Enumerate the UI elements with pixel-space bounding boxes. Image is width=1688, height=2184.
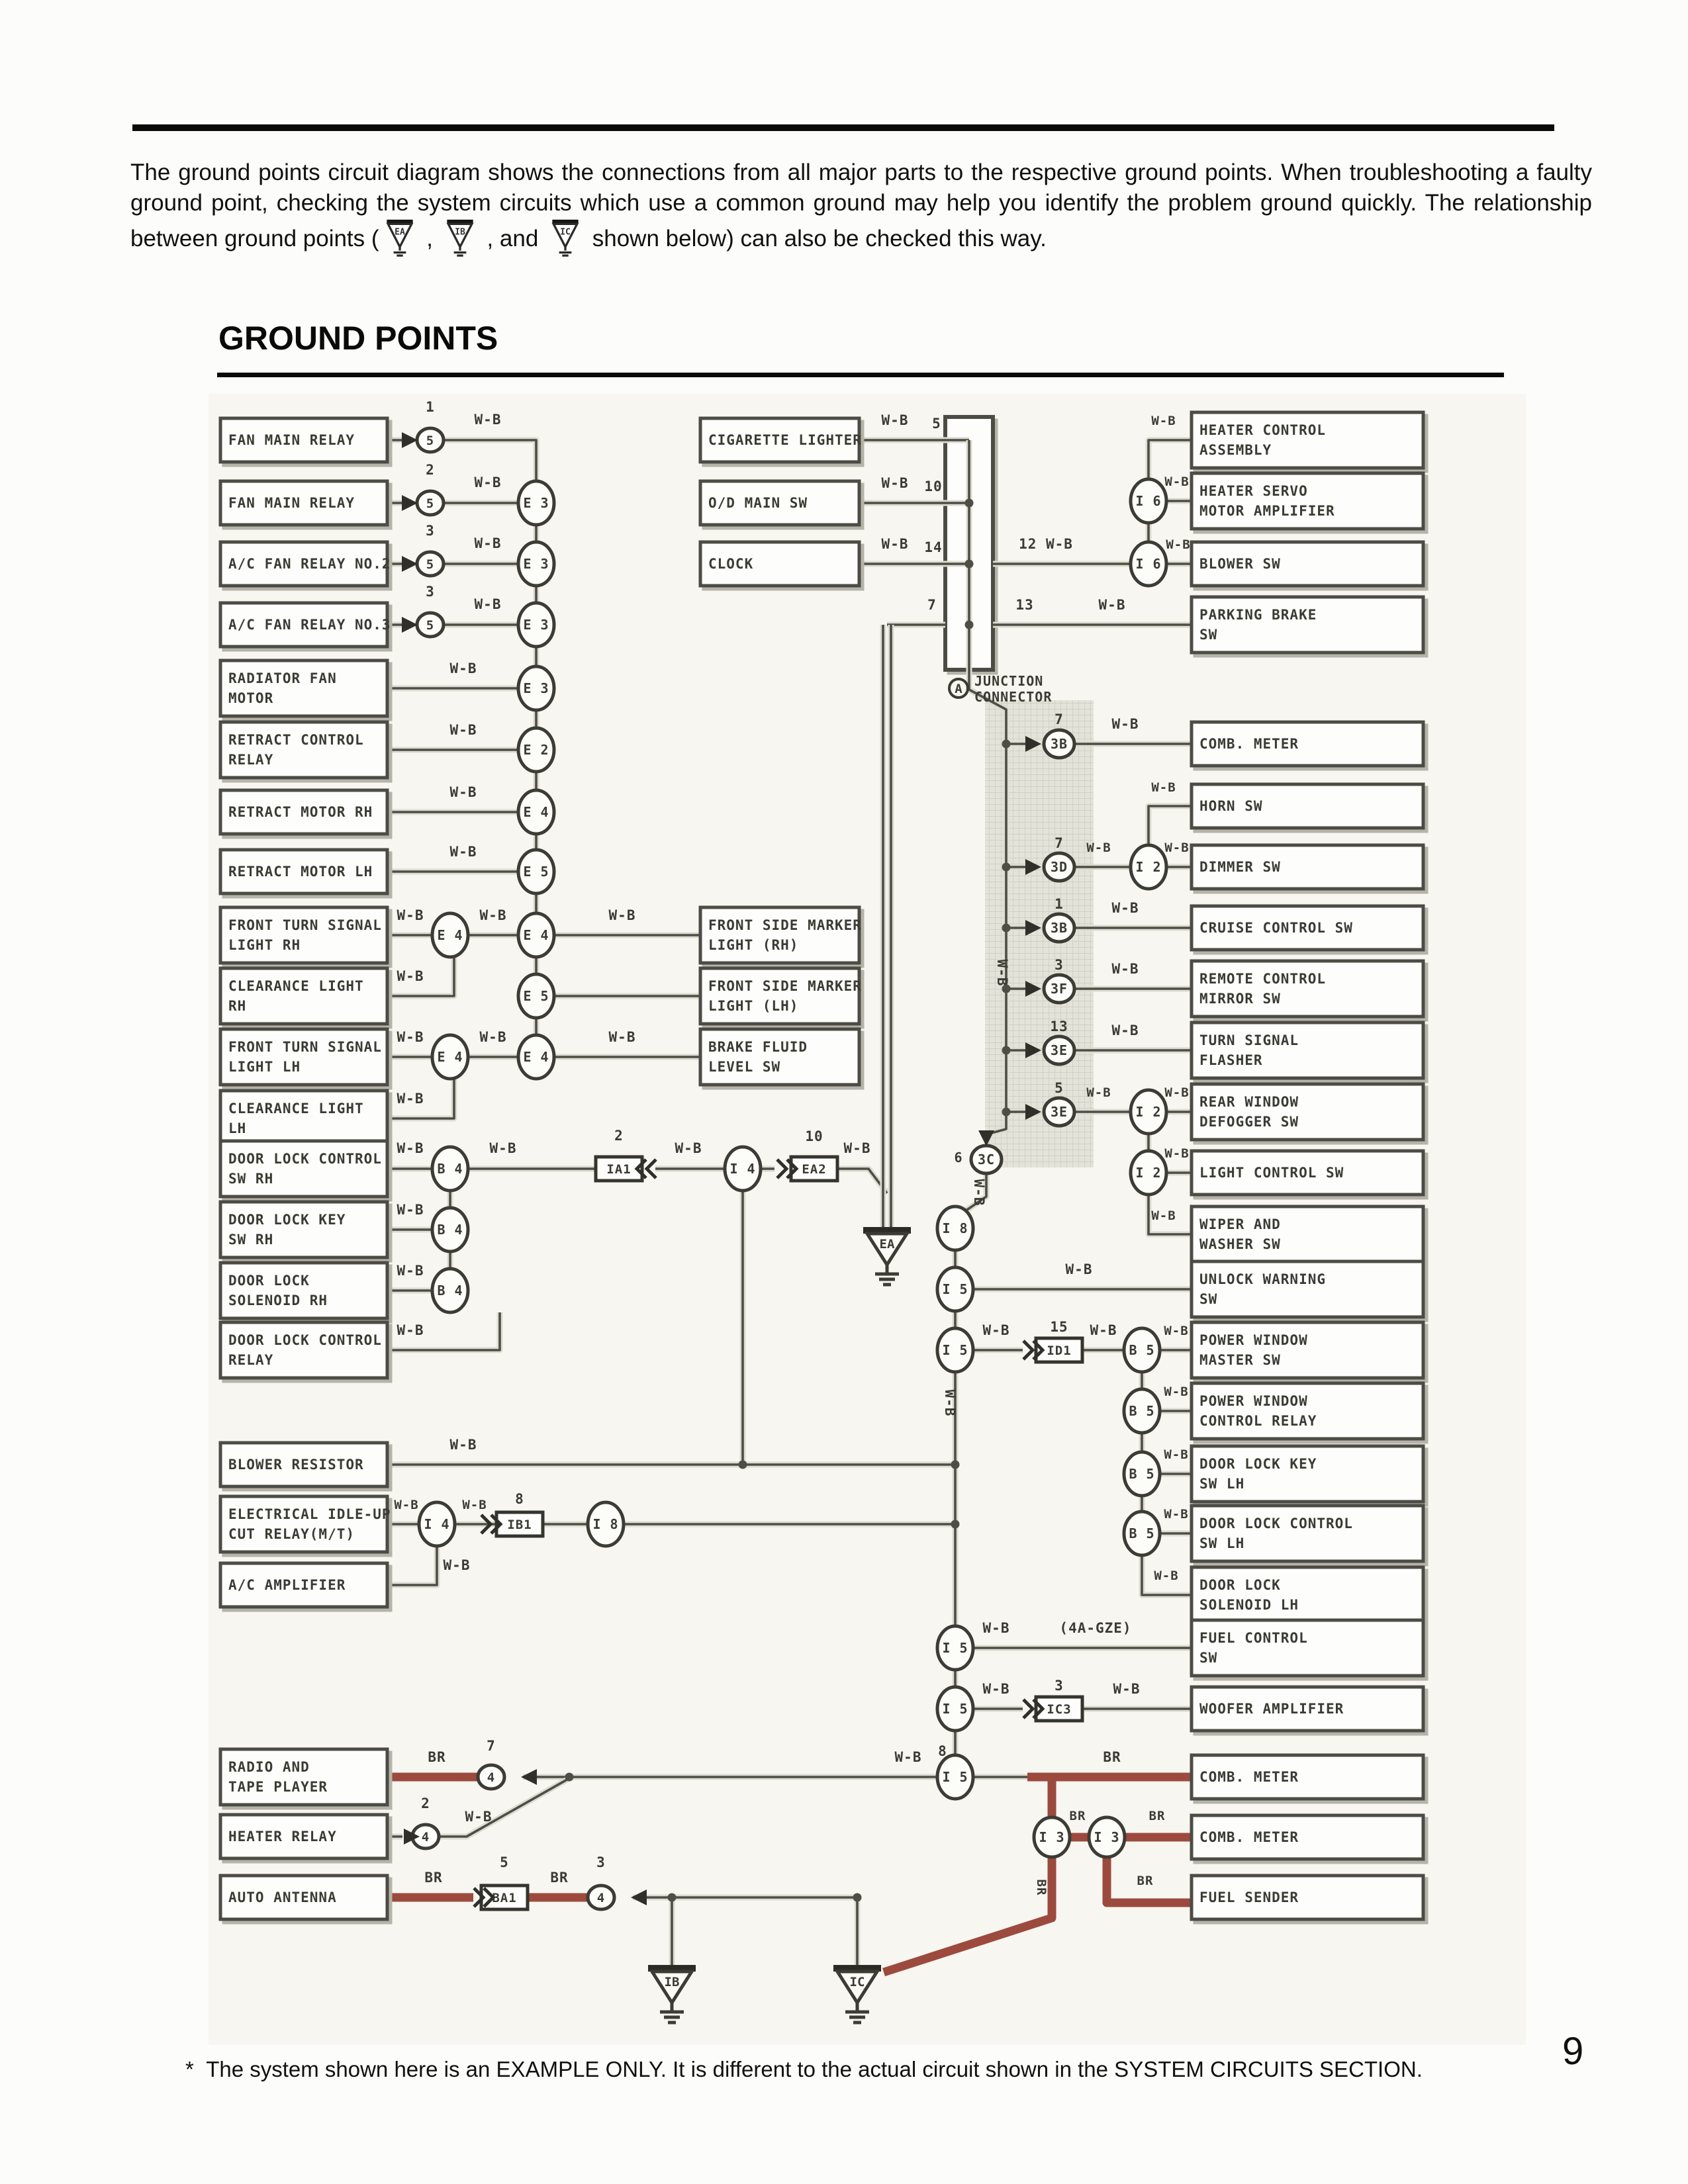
component-box-label: AUTO ANTENNA — [228, 1889, 337, 1905]
component-box-label: RETRACT MOTOR LH — [228, 864, 373, 880]
wire-label: W-B — [397, 968, 424, 984]
component-box-label: COMB. METER — [1199, 736, 1299, 752]
wire-label: BR — [1137, 1874, 1154, 1888]
wire-label: W-B — [397, 1322, 424, 1338]
component-box — [220, 1029, 387, 1085]
component-box-label: WOOFER AMPLIFIER — [1199, 1701, 1344, 1717]
wire-label: 7 — [927, 597, 937, 613]
connector-circle-label: 3F — [1050, 981, 1068, 997]
junction-dot — [1002, 1046, 1011, 1055]
connector-circle-label: E 5 — [523, 864, 549, 880]
component-box-label: HEATER CONTROL ASSEMBLY — [1199, 422, 1327, 458]
wire-label: 7 — [487, 1738, 496, 1754]
connector-circle-label: E 3 — [523, 680, 549, 696]
connector-circle-label: I 2 — [1135, 1104, 1162, 1120]
wire-label: 6 — [954, 1150, 963, 1165]
wire-label: W-B — [994, 959, 1010, 987]
component-box-label: DOOR LOCK KEY SW RH — [228, 1212, 346, 1248]
intro-sep-2: , and — [480, 226, 545, 251]
wire-label: W-B — [1151, 780, 1176, 795]
component-box-label: POWER WINDOW CONTROL RELAY — [1199, 1393, 1317, 1429]
connector-circle-label: 5 — [426, 496, 435, 511]
wire-label: W-B — [982, 1322, 1010, 1338]
connector-circle-label: I 6 — [1135, 556, 1162, 572]
junction-dot — [1002, 740, 1011, 749]
wire-label: W-B — [1111, 716, 1139, 732]
connector-circle-label: I 5 — [942, 1342, 968, 1358]
component-box — [1192, 1567, 1423, 1623]
component-box-label: CIGARETTE LIGHTER — [708, 432, 862, 448]
wire-label: W-B — [971, 1179, 987, 1206]
junction-dot — [1002, 924, 1011, 933]
wire-label: W-B — [397, 1029, 424, 1045]
wire-label: W-B — [1154, 1569, 1179, 1583]
wire-label: 7 — [1055, 711, 1064, 727]
connector-circle-label: B 5 — [1129, 1466, 1155, 1482]
wire-label: W-B — [449, 722, 477, 738]
connector-circle-label: B 4 — [437, 1222, 463, 1238]
wire-label: 5 — [932, 416, 941, 432]
component-box — [1192, 597, 1423, 653]
wire-label: W-B — [449, 660, 477, 676]
component-box-label: BRAKE FLUID LEVEL SW — [708, 1039, 808, 1075]
component-box-label: ELECTRICAL IDLE-UP CUT RELAY(M/T) — [228, 1506, 391, 1542]
wire-label: W-B — [465, 1809, 492, 1825]
wire-label: 7 — [1055, 835, 1064, 851]
junction-dot — [1002, 1108, 1011, 1116]
wire-label: W-B — [1164, 475, 1190, 489]
wire-label: 3 — [426, 584, 435, 600]
wire-label: W-B — [479, 1029, 507, 1045]
component-box-label: DOOR LOCK KEY SW LH — [1199, 1456, 1317, 1492]
footnote-star: * — [185, 2057, 194, 2081]
connector-circle-label: B 4 — [437, 1283, 463, 1298]
component-box — [220, 907, 387, 963]
component-box — [220, 660, 387, 716]
wire-label: W-B — [1111, 961, 1139, 977]
ground-symbol-label: EA — [879, 1237, 895, 1251]
wire-label: 13 — [1050, 1019, 1068, 1034]
component-box — [1192, 473, 1423, 529]
wire-label: W-B — [479, 907, 507, 923]
component-box-label: CLOCK — [708, 556, 754, 572]
component-box-label: RETRACT CONTROL RELAY — [228, 732, 364, 768]
wire-label: BR — [424, 1870, 443, 1886]
junction-dot — [668, 1893, 677, 1902]
component-box — [1192, 1506, 1423, 1561]
wire-label: W-B — [1151, 414, 1176, 428]
junction-dot — [965, 621, 974, 629]
component-box — [1192, 1023, 1423, 1078]
wire-label: 10 — [805, 1128, 823, 1144]
component-box — [1192, 1084, 1423, 1140]
wire-label: W-B — [881, 412, 909, 428]
wire-label: 5 — [1055, 1080, 1064, 1096]
wire-label: BR — [1069, 1809, 1086, 1823]
wire-label: W-B — [449, 844, 477, 860]
wire-label: BR — [428, 1749, 446, 1765]
component-box-label: PARKING BRAKE SW — [1199, 607, 1317, 643]
connector-circle-label: E 5 — [523, 988, 549, 1004]
wire-label: W-B — [394, 1498, 419, 1512]
wire-label: BR — [1149, 1809, 1166, 1823]
component-box-label: RADIO AND TAPE PLAYER — [228, 1759, 328, 1795]
connector-circle-label: 3B — [1050, 736, 1068, 752]
wire-label: W-B — [894, 1749, 922, 1765]
connector-circle-label: E 3 — [523, 495, 549, 511]
component-box — [220, 1749, 387, 1805]
wire-label: 10 — [924, 478, 943, 494]
ground-label: EA — [394, 227, 405, 238]
ground-symbol-label: IB — [664, 1975, 680, 1989]
junction-dot — [1002, 863, 1011, 872]
connector-circle-label: I 4 — [729, 1161, 756, 1177]
component-box-label: BLOWER RESISTOR — [228, 1457, 364, 1473]
wire-label: W-B — [608, 1029, 636, 1045]
component-box-label: POWER WINDOW MASTER SW — [1199, 1332, 1308, 1368]
connector-circle-label: 3E — [1050, 1042, 1068, 1058]
component-box — [1192, 1383, 1423, 1439]
component-box-label: LIGHT CONTROL SW — [1199, 1165, 1344, 1181]
wire-label: W-B — [881, 475, 909, 491]
wire-label: W-B — [1164, 1146, 1190, 1161]
wire-label: 8 — [938, 1743, 947, 1759]
connector-circle-label: I 3 — [1039, 1829, 1065, 1845]
connector-circle-label: 3D — [1050, 859, 1068, 875]
ground-label: IB — [454, 227, 465, 238]
wire-label: W-B — [942, 1389, 958, 1417]
connector-circle-label: I 4 — [424, 1516, 450, 1532]
component-box-label: DIMMER SW — [1199, 859, 1281, 875]
wire-label: 2 — [421, 1796, 430, 1811]
connector-circle-label: 4 — [421, 1830, 430, 1844]
wire-label: W-B — [881, 536, 909, 552]
component-box-label: FAN MAIN RELAY — [228, 432, 355, 448]
component-box-label: TURN SIGNAL FLASHER — [1199, 1032, 1299, 1068]
junction-label-text: CONNECTOR — [974, 689, 1053, 705]
component-box-label: DOOR LOCK SOLENOID LH — [1199, 1577, 1299, 1613]
wire-label: W-B — [1086, 841, 1111, 855]
inline-connector-label: IA1 — [606, 1162, 632, 1177]
connector-circle-label: E 4 — [437, 1049, 463, 1065]
connector-circle-label: 5 — [426, 618, 435, 633]
wire-label: W-B — [1065, 1261, 1093, 1277]
connector-circle-label: E 4 — [437, 927, 463, 943]
component-box-label: DOOR LOCK CONTROL SW RH — [228, 1151, 382, 1187]
wire-label: W-B — [1164, 1324, 1189, 1338]
wire-label: 14 — [924, 539, 943, 555]
wire-label: W-B — [474, 412, 502, 428]
component-box-label: A/C FAN RELAY NO.3 — [228, 617, 391, 633]
component-box — [700, 1029, 859, 1085]
wire-label: 2 — [426, 462, 435, 478]
component-box-label: FUEL CONTROL SW — [1199, 1630, 1308, 1666]
connector-circle-label: B 5 — [1129, 1525, 1155, 1541]
connector-circle-label: B 4 — [437, 1161, 463, 1177]
shaded-band — [985, 700, 1094, 1167]
page-number: 9 — [1562, 2030, 1584, 2073]
wire-label: W-B — [397, 1202, 424, 1218]
component-box-label: FUEL SENDER — [1199, 1889, 1299, 1905]
connector-circle-label: E 3 — [523, 556, 549, 572]
connector-circle-label: 4 — [596, 1891, 606, 1905]
component-box-label: FRONT TURN SIGNAL LIGHT RH — [228, 917, 382, 953]
wire-label: W-B — [1090, 1322, 1117, 1338]
component-box-label: CLEARANCE LIGHT RH — [228, 978, 364, 1014]
wire-label: W-B — [1164, 1507, 1189, 1522]
connector-circle-label: I 6 — [1135, 493, 1162, 509]
component-box — [220, 1202, 387, 1257]
component-box-label: DOOR LOCK SOLENOID RH — [228, 1273, 328, 1308]
connector-circle-label: I 5 — [942, 1701, 968, 1717]
wire-label: 1 — [1055, 896, 1064, 912]
junction-label-letter: A — [955, 682, 962, 696]
connector-circle-label: I 5 — [942, 1640, 968, 1656]
wire-label: 13 — [1015, 597, 1034, 613]
connector-circle-label: B 5 — [1129, 1403, 1155, 1419]
junction-dot — [565, 1773, 574, 1782]
wire-label: 5 — [500, 1854, 509, 1870]
wire-label: W-B — [1111, 900, 1139, 916]
connector-circle-label: I 8 — [942, 1220, 968, 1236]
footnote-text: The system shown here is an EXAMPLE ONLY. It is different to the actual circuit shown in the SYSTEM CIRCUITS SECTION. — [206, 2057, 1423, 2081]
wire-label: 12 W-B — [1019, 536, 1073, 552]
wire-label: 3 — [426, 523, 435, 539]
wire-label: W-B — [982, 1620, 1010, 1636]
wire-label: W-B — [1086, 1085, 1111, 1100]
intro-text-2: shown below) can also be checked this way. — [586, 226, 1047, 251]
component-box — [1192, 1620, 1423, 1676]
connector-circle-label: E 4 — [523, 927, 549, 943]
component-box-label: HORN SW — [1199, 798, 1263, 814]
component-box-label: CRUISE CONTROL SW — [1199, 920, 1353, 936]
inline-connector-label: EA2 — [802, 1162, 827, 1177]
component-box-label: BLOWER SW — [1199, 556, 1281, 572]
inline-connector-label: IC3 — [1047, 1702, 1072, 1717]
junction-label-text: JUNCTION — [974, 673, 1044, 689]
junction-dot — [739, 1461, 747, 1469]
component-box-label: FRONT SIDE MARKER LIGHT (RH) — [708, 917, 862, 953]
wire-label: W-B — [843, 1140, 871, 1156]
wire-label: BR — [1103, 1749, 1121, 1765]
component-box-label: CLEARANCE LIGHT LH — [228, 1101, 364, 1136]
intro-sep-1: , — [420, 226, 440, 251]
wire-label: W-B — [1164, 841, 1190, 855]
junction-dot — [853, 1893, 862, 1902]
component-box — [1192, 1446, 1423, 1502]
wire-label: 15 — [1050, 1319, 1068, 1335]
connector-circle-label: I 8 — [592, 1516, 619, 1532]
inline-connector-label: IB1 — [507, 1518, 532, 1532]
component-box-label: RADIATOR FAN MOTOR — [228, 670, 337, 706]
connector-circle-label: E 4 — [523, 804, 549, 820]
component-box — [700, 907, 859, 963]
wire-label: W-B — [474, 596, 502, 612]
ground-label: IC — [560, 227, 571, 238]
component-box-label: FRONT TURN SIGNAL LIGHT LH — [228, 1039, 382, 1075]
wire-label: 2 — [614, 1128, 624, 1144]
wire-label: W-B — [474, 535, 502, 551]
wire-label: W-B — [1164, 1385, 1189, 1399]
wire-label: W-B — [1111, 1023, 1139, 1038]
wire-label: BR — [550, 1870, 569, 1886]
wire-label: W-B — [474, 475, 502, 490]
wire-label: W-B — [397, 1091, 424, 1107]
wire-label: 3 — [596, 1854, 606, 1870]
connector-circle-label: I 5 — [942, 1281, 968, 1297]
footnote — [185, 2057, 1483, 2082]
connector-circle-label: E 2 — [523, 742, 549, 758]
connector-circle-label: I 3 — [1094, 1829, 1120, 1845]
wire-label: W-B — [397, 1140, 424, 1156]
connector-circle-label: I 5 — [942, 1769, 968, 1785]
component-box-label: A/C AMPLIFIER — [228, 1577, 346, 1593]
component-box-label: FAN MAIN RELAY — [228, 495, 355, 511]
ground-symbol-label: IC — [849, 1975, 865, 1989]
component-box — [220, 1091, 387, 1146]
connector-circle-label: B 5 — [1129, 1342, 1155, 1358]
component-box-label: COMB. METER — [1199, 1829, 1299, 1845]
junction-dot — [951, 1520, 960, 1529]
component-box-label: O/D MAIN SW — [708, 495, 808, 511]
component-box-label: DOOR LOCK CONTROL RELAY — [228, 1332, 382, 1368]
wire-label: W-B — [675, 1140, 702, 1156]
component-box — [220, 1263, 387, 1318]
wire-label: W-B — [608, 907, 636, 923]
component-box-label: COMB. METER — [1199, 1769, 1299, 1785]
wire-label: W-B — [1164, 1085, 1190, 1100]
wire-label: W-B — [982, 1681, 1010, 1697]
wire-label: W-B — [1164, 1447, 1189, 1462]
connector-circle-label: 3E — [1050, 1104, 1068, 1120]
wire-label: W-B — [1113, 1681, 1141, 1697]
wire-label: 1 — [426, 399, 435, 415]
component-box-label: WIPER AND WASHER SW — [1199, 1216, 1281, 1252]
component-box — [1192, 412, 1423, 468]
wire-label: 3 — [1055, 1678, 1064, 1694]
component-box-label: FRONT SIDE MARKER LIGHT (LH) — [708, 978, 862, 1014]
component-box — [220, 1496, 387, 1552]
component-box — [1192, 1322, 1423, 1378]
wire-label: BR — [1034, 1879, 1049, 1896]
wire-label: W-B — [462, 1498, 487, 1512]
component-box-label: A/C FAN RELAY NO.2 — [228, 556, 391, 572]
wire-label: 8 — [515, 1491, 524, 1507]
connector-circle-label: I 2 — [1135, 1165, 1162, 1181]
connector-circle-label: I 2 — [1135, 859, 1162, 875]
component-box-label: REAR WINDOW DEFOGGER SW — [1199, 1094, 1299, 1130]
wire-label: W-B — [449, 784, 477, 800]
intro-text-1: The ground points circuit diagram shows the connections from all major parts to the respective ground points. When troubleshooting a faulty ground point, checking the system circuits which use a common ground may help you identify the problem ground quickly. The relationship between ground points ( — [130, 159, 1592, 251]
component-box — [220, 968, 387, 1024]
component-box — [1192, 961, 1423, 1017]
junction-dot — [965, 499, 974, 508]
connector-circle-label: 5 — [426, 557, 435, 572]
wire-label: W-B — [1166, 537, 1191, 552]
connector-circle-label: 3C — [977, 1152, 996, 1167]
component-box — [220, 1322, 387, 1378]
inline-connector-label: BA1 — [492, 1891, 517, 1905]
component-box — [220, 722, 387, 778]
wire-label: W-B — [449, 1437, 477, 1453]
component-box-label: REMOTE CONTROL MIRROR SW — [1199, 971, 1327, 1007]
wire-label: W-B — [1151, 1208, 1176, 1223]
component-box-label: DOOR LOCK CONTROL SW LH — [1199, 1516, 1353, 1551]
wire-label: W-B — [397, 907, 424, 923]
component-box-label: RETRACT MOTOR RH — [228, 804, 373, 820]
inline-connector-label: ID1 — [1047, 1343, 1072, 1358]
component-box-label: HEATER SERVO MOTOR AMPLIFIER — [1199, 483, 1335, 519]
component-box-label: HEATER RELAY — [228, 1829, 337, 1844]
page-title: GROUND POINTS — [218, 320, 498, 357]
connector-circle-label: 3B — [1050, 920, 1068, 936]
connector-circle-label: 4 — [487, 1770, 496, 1785]
wire-label: W-B — [397, 1263, 424, 1279]
wire-label: 3 — [1055, 957, 1064, 973]
component-box — [1192, 1206, 1423, 1262]
wire-label: (4A-GZE) — [1059, 1620, 1132, 1636]
connector-circle-label: 5 — [426, 433, 435, 448]
wire-label: W-B — [489, 1140, 517, 1156]
connector-circle-label: E 4 — [523, 1049, 549, 1065]
component-box-label: UNLOCK WARNING SW — [1199, 1271, 1327, 1307]
component-box — [1192, 1261, 1423, 1317]
junction-dot — [951, 1461, 960, 1469]
wire-label: W-B — [443, 1557, 471, 1573]
component-box — [220, 1141, 387, 1197]
connector-circle-label: E 3 — [523, 617, 549, 633]
wire-label: W-B — [1098, 597, 1126, 613]
component-box — [700, 968, 859, 1024]
junction-dot — [965, 560, 974, 569]
